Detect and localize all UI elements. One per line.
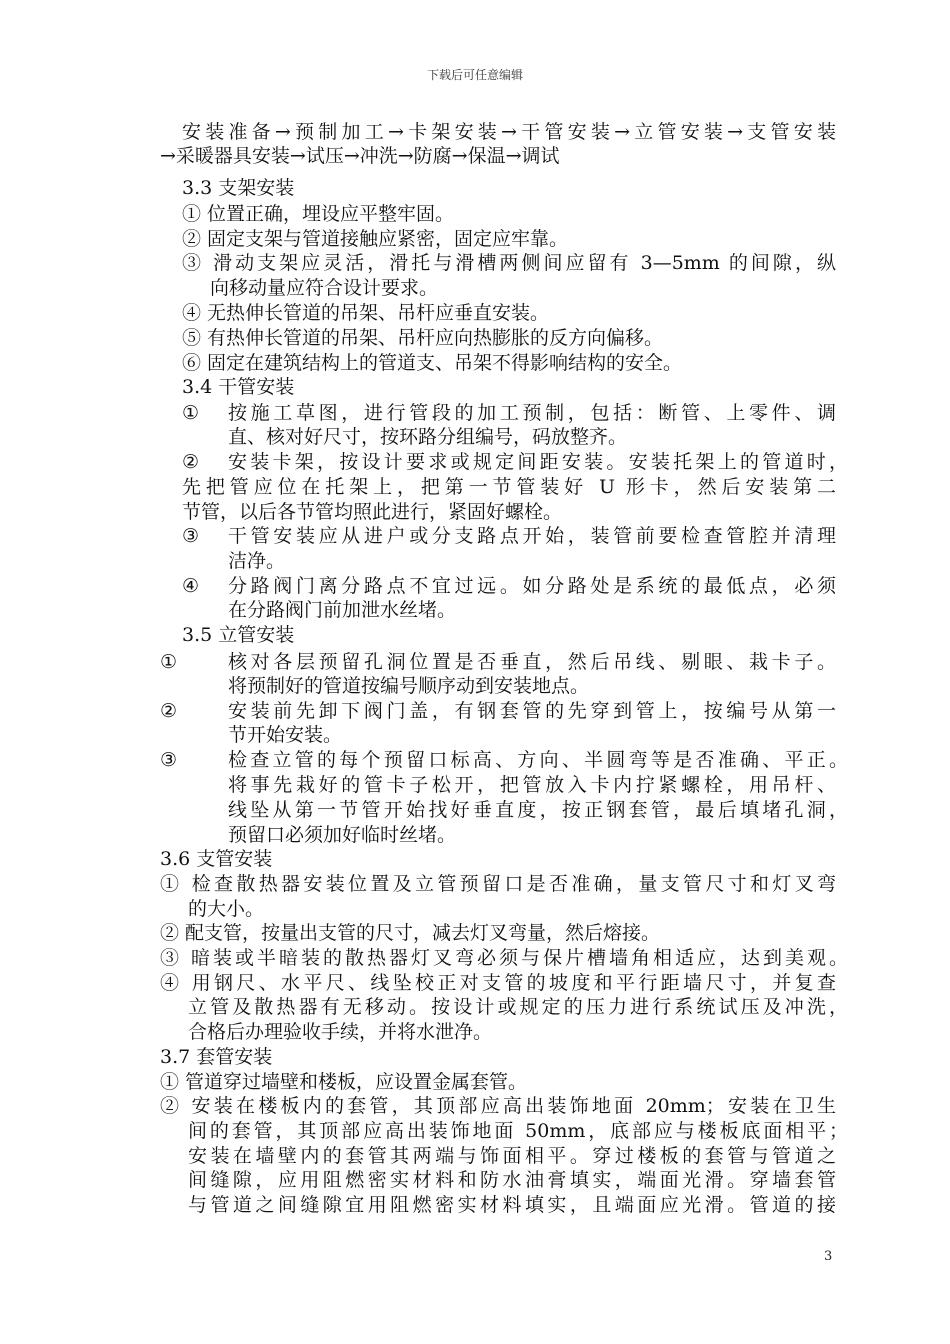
text-line: 立管及散热器有无移动。按设计或规定的压力进行系统试压及冲洗， bbox=[188, 996, 848, 1018]
text-line: 预留口必须加好临时丝堵。 bbox=[228, 824, 457, 846]
text-line: 线坠从第一节管开始找好垂直度，按正钢套管，最后填堵孔洞， bbox=[228, 799, 848, 821]
text-line: 在分路阀门前加泄水丝堵。 bbox=[228, 599, 457, 621]
section-heading: 3.7 套管安装 bbox=[160, 1046, 273, 1068]
text-line: 与管道之间缝隙宜用阻燃密实材料填实，且端面应光滑。管道的接 bbox=[188, 1194, 836, 1216]
text-line: 间的套管，其顶部应高出装饰地面 50mm，底部应与楼板底面相平； bbox=[188, 1120, 848, 1142]
text-line: 合格后办理验收手续，并将水泄净。 bbox=[188, 1021, 493, 1043]
text-line: 先把管应位在托架上，把第一节管装好 U 形卡，然后安装第二 bbox=[182, 476, 836, 498]
text-line: 节管，以后各节管均照此进行，紧固好螺栓。 bbox=[182, 501, 563, 523]
list-marker: ② bbox=[160, 700, 178, 722]
text-line: 直、核对好尺寸，按环路分组编号，码放整齐。 bbox=[228, 426, 628, 448]
page-header: 下载后可任意编辑 bbox=[426, 68, 523, 82]
list-item: ① 管道穿过墙壁和楼板，应设置金属套管。 bbox=[160, 1071, 528, 1093]
list-marker: ② bbox=[182, 451, 200, 473]
list-item: ① 位置正确，埋设应平整牢固。 bbox=[182, 203, 455, 225]
list-item: ② 固定支架与管道接触应紧密，固定应牢靠。 bbox=[182, 228, 569, 250]
list-item: ① 检查散热器安装位置及立管预留口是否准确，量支管尺寸和灯叉弯 bbox=[160, 873, 836, 895]
text-line: 向移动量应符合设计要求。 bbox=[210, 277, 439, 299]
text-line: 间缝隙，应用阻燃密实材料和防水油膏填实，端面光滑。穿墙套管 bbox=[188, 1169, 836, 1191]
text-line: →采暖器具安装→试压→冲洗→防腐→保温→调试 bbox=[160, 145, 560, 167]
list-marker: ① bbox=[182, 402, 200, 424]
text-line: 将预制好的管道按编号顺序动到安装地点。 bbox=[228, 675, 590, 697]
section-heading: 3.3 支架安装 bbox=[182, 177, 295, 199]
list-item: ② 配支管，按量出支管的尺寸，减去灯叉弯量，然后熔接。 bbox=[160, 922, 661, 944]
text-line: 洁净。 bbox=[228, 550, 286, 572]
text-line: 安装准备→预制加工→卡架安装→干管安装→立管安装→支管安装 bbox=[182, 121, 836, 143]
page-number: 3 bbox=[824, 1249, 833, 1264]
list-item: ⑥ 固定在建筑结构上的管道支、吊架不得影响结构的安全。 bbox=[182, 352, 683, 374]
list-item: 分路阀门离分路点不宜过远。如分路处是系统的最低点，必须 bbox=[228, 575, 836, 597]
list-item: 安装前先卸下阀门盖，有钢套管的先穿到管上，按编号从第一 bbox=[228, 700, 836, 722]
list-item: ③ 暗装或半暗装的散热器灯叉弯必须与保片槽墙角相适应，达到美观。 bbox=[160, 947, 848, 969]
list-marker: ④ bbox=[182, 575, 200, 597]
section-heading: 3.4 干管安装 bbox=[182, 376, 295, 398]
section-heading: 3.6 支管安装 bbox=[160, 848, 273, 870]
list-item: ③ 滑动支架应灵活，滑托与滑槽两侧间应留有 3—5mm 的间隙，纵 bbox=[182, 252, 836, 274]
text-line: 的大小。 bbox=[188, 898, 265, 920]
list-item: 干管安装应从进户或分支路点开始，装管前要检查管腔并清理 bbox=[228, 525, 836, 547]
list-marker: ① bbox=[160, 651, 178, 673]
list-item: 核对各层预留孔洞位置是否垂直，然后吊线、剔眼、栽卡子。 bbox=[228, 651, 836, 673]
list-item: 安装卡架，按设计要求或规定间距安装。安装托架上的管道时， bbox=[228, 451, 848, 473]
list-item: ④ 无热伸长管道的吊架、吊杆应垂直安装。 bbox=[182, 302, 550, 324]
list-item: 检查立管的每个预留口标高、方向、半圆弯等是否准确、平正。 bbox=[228, 749, 848, 771]
text-line: 将事先栽好的管卡子松开，把管放入卡内拧紧螺栓，用吊杆、 bbox=[228, 774, 836, 796]
text-line: 安装在墙壁内的套管其两端与饰面相平。穿过楼板的套管与管道之 bbox=[188, 1145, 836, 1167]
list-marker: ③ bbox=[160, 749, 178, 771]
list-marker: ③ bbox=[182, 525, 200, 547]
list-item: ⑤ 有热伸长管道的吊架、吊杆应向热膨胀的反方向偏移。 bbox=[182, 327, 664, 349]
list-item: ④ 用钢尺、水平尺、线坠校正对支管的坡度和平行距墙尺寸，并复查 bbox=[160, 972, 836, 994]
list-item: 按施工草图，进行管段的加工预制，包括：断管、上零件、调 bbox=[228, 402, 836, 424]
list-item: ② 安装在楼板内的套管，其顶部应高出装饰地面 20mm；安装在卫生 bbox=[160, 1095, 836, 1117]
section-heading: 3.5 立管安装 bbox=[182, 624, 295, 646]
text-line: 节开始安装。 bbox=[228, 724, 343, 746]
